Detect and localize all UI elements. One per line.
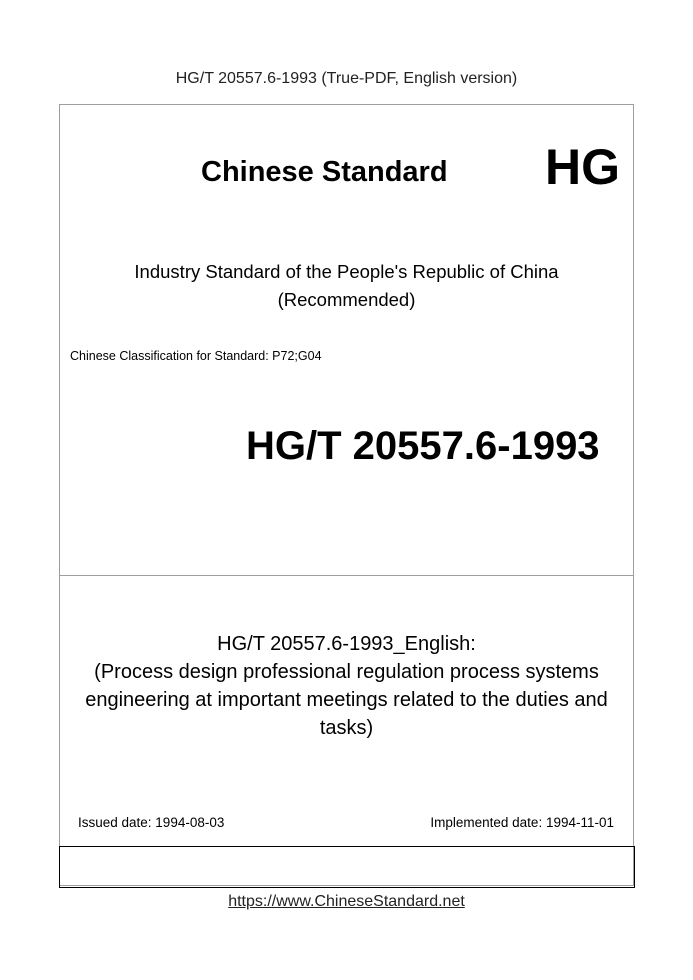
industry-line-1: Industry Standard of the People's Republic of China <box>134 261 559 282</box>
cover-frame <box>59 104 634 886</box>
classification-text: Chinese Classification for Standard: P72;G04 <box>70 349 322 363</box>
description-line-3: engineering at important meetings related to the duties and <box>85 689 608 711</box>
footer <box>0 893 693 911</box>
implemented-date: Implemented date: 1994-11-01 <box>430 815 614 830</box>
description-line-4: tasks) <box>319 717 374 739</box>
description-line-2: (Process design professional regulation process systems <box>94 661 599 683</box>
industry-line-2: (Recommended) <box>277 289 416 310</box>
document-header: HG/T 20557.6-1993 (True-PDF, English version) <box>175 70 518 87</box>
standard-number: HG/T 20557.6-1993 <box>246 424 600 468</box>
bottom-box <box>59 846 635 888</box>
frame-divider <box>59 575 634 576</box>
description-line-1: HG/T 20557.6-1993_English: <box>217 633 476 655</box>
issued-date: Issued date: 1994-08-03 <box>78 815 225 830</box>
hg-code: HG <box>545 139 620 195</box>
standard-description <box>59 630 634 742</box>
industry-standard-text <box>59 258 634 314</box>
website-link[interactable]: https://www.ChineseStandard.net <box>228 893 465 910</box>
chinese-standard-title: Chinese Standard <box>201 156 448 188</box>
